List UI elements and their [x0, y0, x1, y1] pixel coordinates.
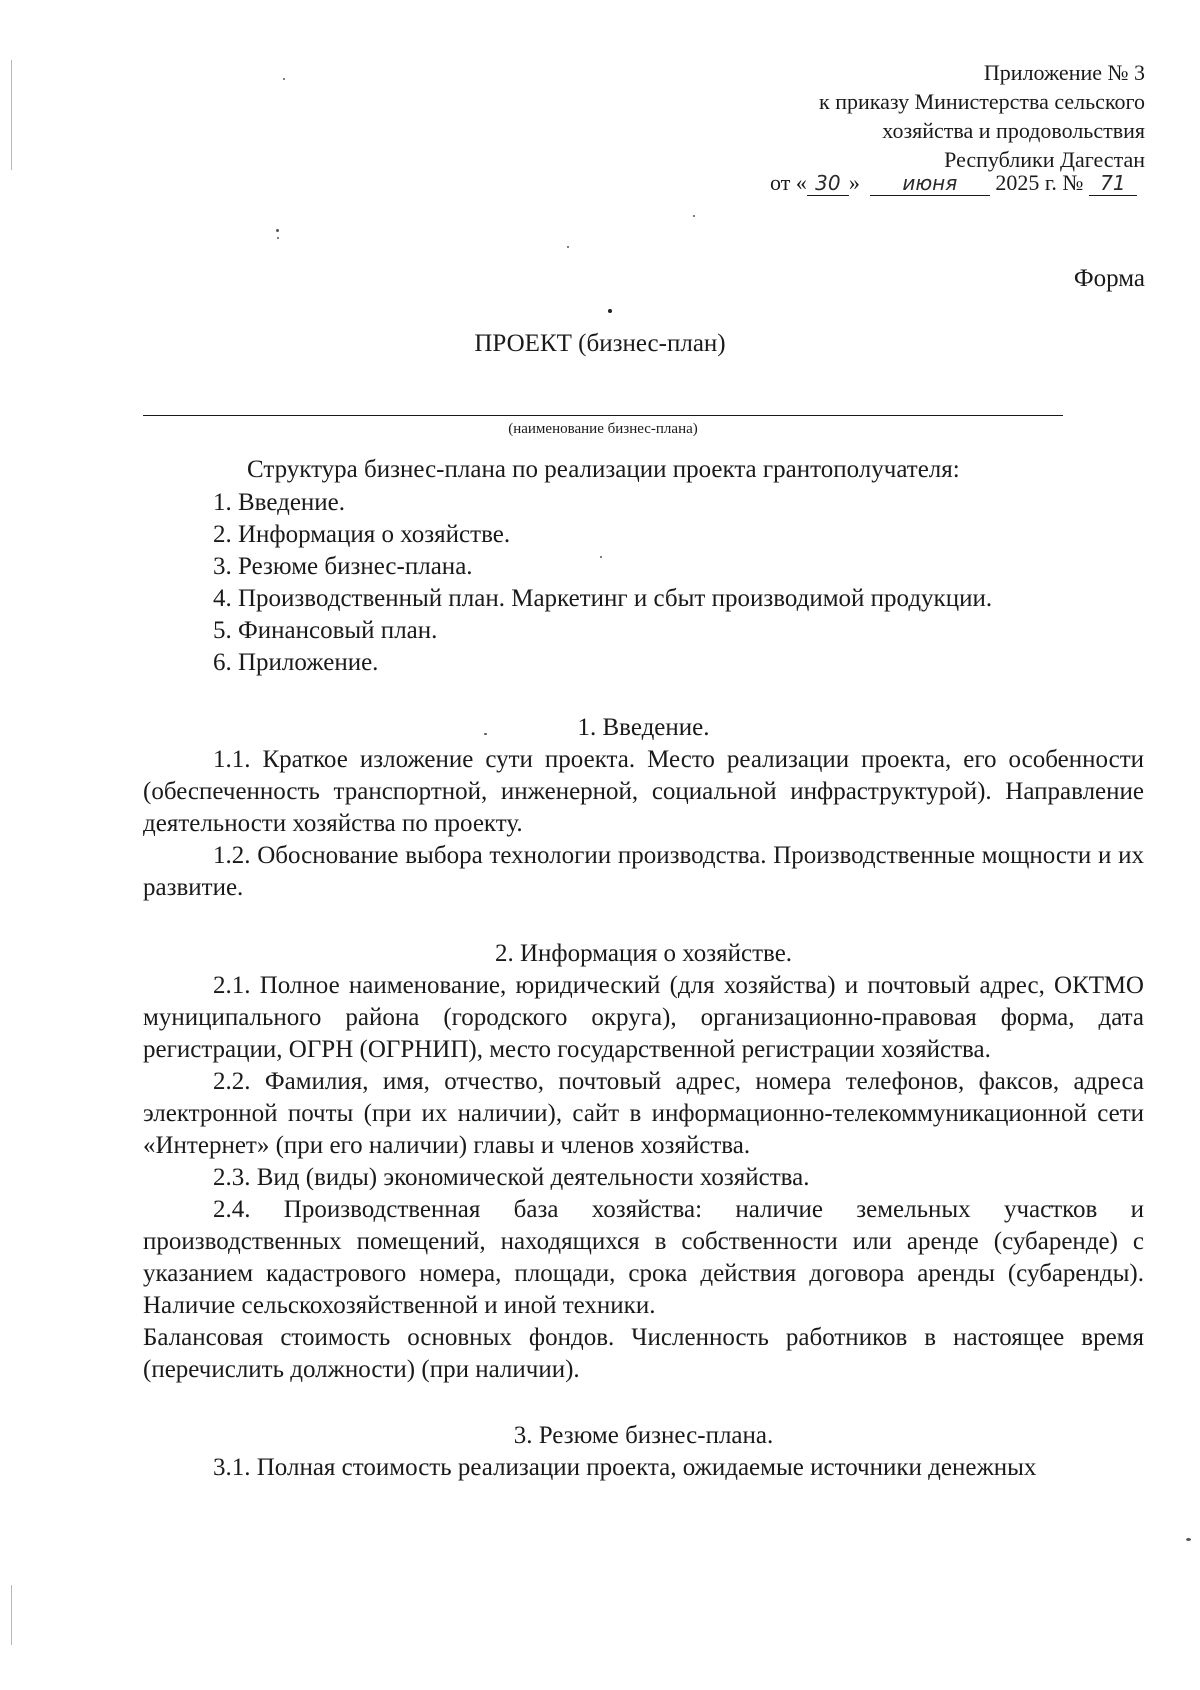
section-title: 2. Информация о хозяйстве. — [494, 940, 793, 967]
section-title: 1. Введение. — [577, 714, 710, 741]
scan-speck — [277, 237, 279, 239]
scan-edge-line — [11, 1585, 12, 1645]
structure-item: 6. Приложение. — [213, 649, 379, 676]
scan-edge-line — [11, 60, 12, 170]
structure-list — [213, 487, 992, 679]
order-date-line — [770, 168, 1137, 197]
republic-name: Республики Дагестан — [944, 147, 1145, 172]
appendix-number: Приложение № 3 — [983, 60, 1145, 85]
business-plan-name-line — [143, 415, 1063, 416]
handwritten-month: июня — [870, 171, 990, 196]
handwritten-order-number: 71 — [1089, 171, 1137, 196]
paragraph: 2.3. Вид (виды) экономической деятельности хозяйства. — [213, 1164, 810, 1191]
document-body — [143, 712, 1144, 1484]
date-quote-close: » — [848, 170, 860, 195]
ministry-name: хозяйства и продовольствия — [882, 118, 1145, 143]
paragraph: 2.1. Полное наименование, юридический (для хозяйства) и почтовый адрес, ОКТМО муниципального района (городского округа), организационно-правовая форма, дата регистрации, ОГРН (ОГРНИП), место государственной регистрации хозяйства. — [143, 972, 1144, 1063]
scan-speck — [567, 246, 569, 248]
paragraph: 2.2. Фамилия, имя, отчество, почтовый адрес, номера телефонов, факсов, адреса электронной почты (при их наличии), сайт в информационно-телекоммуникационной сети «Интернет» (при его наличии) главы и членов хозяйства. — [143, 1068, 1144, 1159]
scan-speck — [1186, 1538, 1191, 1541]
date-prefix: от « — [770, 170, 807, 195]
scan-speck — [608, 309, 612, 313]
form-label: Форма — [1073, 265, 1145, 292]
structure-item: 5. Финансовый план. — [213, 617, 438, 644]
handwritten-day: 30 — [807, 171, 849, 196]
paragraph: Балансовая стоимость основных фондов. Численность работников в настоящее время (перечислить должности) (при наличии). — [143, 1324, 1144, 1383]
order-reference: к приказу Министерства сельского — [819, 89, 1145, 114]
structure-item: 2. Информация о хозяйстве. — [213, 521, 511, 548]
structure-item: 4. Производственный план. Маркетинг и сбыт производимой продукции. — [213, 585, 993, 612]
document-title: ПРОЕКТ (бизнес-план) — [474, 330, 726, 357]
scan-speck — [283, 78, 285, 80]
paragraph: 2.4. Производственная база хозяйства: наличие земельных участков и производственных помещений, находящихся в собственности или аренде (субаренде) с указанием кадастрового номера, площади, срока действия договора аренды (субаренды). Наличие сельскохозяйственной и иной техники. — [143, 1196, 1144, 1319]
appendix-header — [819, 58, 1145, 174]
structure-item: 1. Введение. — [213, 489, 346, 516]
paragraph: 3.1. Полная стоимость реализации проекта, ожидаемые источники денежных — [213, 1454, 1037, 1481]
business-plan-name-caption: (наименование бизнес-плана) — [508, 421, 698, 437]
scan-speck — [276, 229, 279, 232]
section-title: 3. Резюме бизнес-плана. — [513, 1422, 774, 1449]
scan-speck — [693, 215, 695, 217]
paragraph: 1.2. Обоснование выбора технологии производства. Производственные мощности и их развитие. — [143, 842, 1144, 901]
structure-title: Структура бизнес-плана по реализации проекта грантополучателя: — [247, 456, 960, 483]
structure-item: 3. Резюме бизнес-плана. — [213, 553, 473, 580]
date-year: 2025 г. № — [995, 170, 1084, 195]
paragraph: 1.1. Краткое изложение сути проекта. Место реализации проекта, его особенности (обеспеченность транспортной, инженерной, социальной инфраструктурой). Направление деятельности хозяйства по проекту. — [143, 746, 1144, 837]
